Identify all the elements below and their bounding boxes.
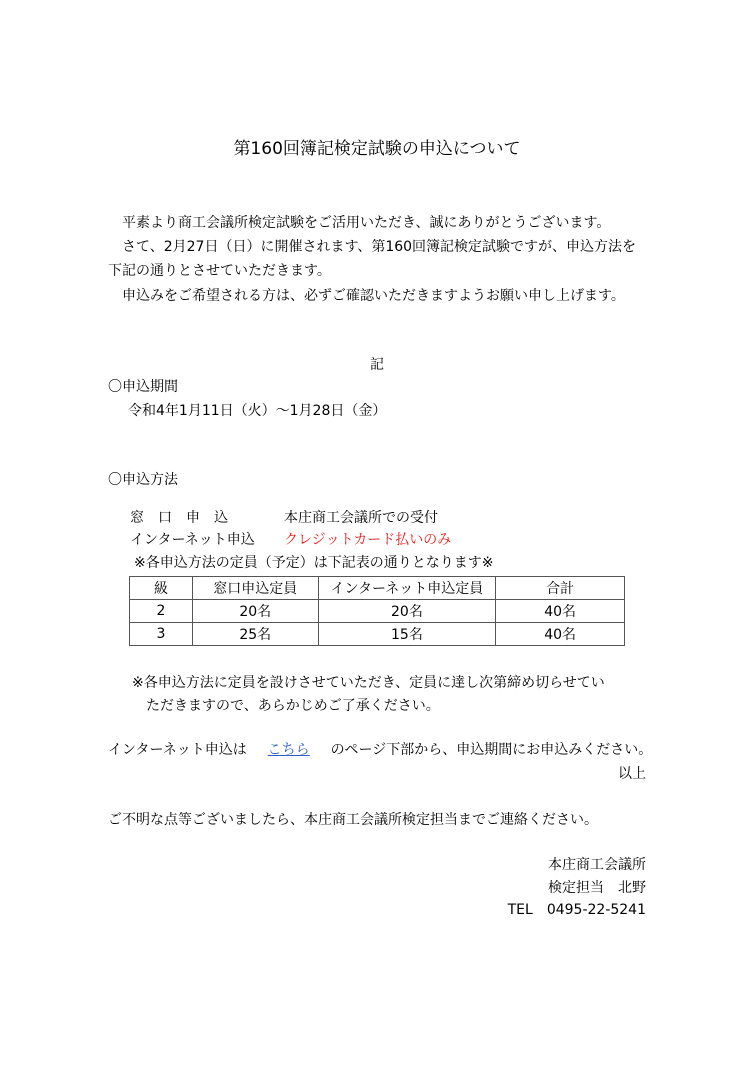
cell-total: 40名 bbox=[496, 623, 625, 646]
ki-heading: 記 bbox=[370, 357, 384, 373]
cell-window-quota: 20名 bbox=[192, 600, 318, 623]
cell-internet-quota: 20名 bbox=[318, 600, 496, 623]
window-method-label: 窓 口 申 込 bbox=[130, 510, 228, 526]
cell-grade: 3 bbox=[130, 623, 193, 646]
table-row bbox=[130, 600, 625, 623]
signature-person: 検定担当 北野 bbox=[548, 880, 646, 896]
internet-instruction-prefix: インターネット申込は bbox=[108, 742, 247, 758]
cell-total: 40名 bbox=[496, 600, 625, 623]
header-total: 合計 bbox=[496, 577, 625, 600]
signature-tel: TEL 0495-22-5241 bbox=[507, 902, 646, 918]
contact-text: ご不明な点等ございましたら、本庄商工会議所検定担当までご連絡ください。 bbox=[108, 812, 598, 828]
header-internet-quota: インターネット申込定員 bbox=[318, 577, 496, 600]
intro-line-3: 下記の通りとさせていただきます。 bbox=[108, 263, 331, 279]
intro-line-2: さて、2月27日（日）に開催されます、第160回簿記検定試験ですが、申込方法を bbox=[122, 239, 637, 255]
table-row bbox=[130, 623, 625, 646]
internet-instruction bbox=[108, 743, 652, 757]
method-heading: 〇申込方法 bbox=[108, 472, 178, 488]
internet-apply-link[interactable]: こちら bbox=[267, 742, 310, 758]
period-value: 令和4年1月11日（火）～1月28日（金） bbox=[128, 403, 387, 419]
intro-line-1: 平素より商工会議所検定試験をご活用いただき、誠にありがとうございます。 bbox=[122, 215, 611, 231]
quota-table bbox=[129, 576, 625, 646]
period-heading: 〇申込期間 bbox=[108, 379, 178, 395]
internet-instruction-suffix: のページ下部から、申込期間にお申込みください。 bbox=[330, 742, 653, 758]
header-window-quota: 窓口申込定員 bbox=[192, 577, 318, 600]
notice-line-1: ※各申込方法に定員を設けさせていただき、定員に達し次第締め切らせてい bbox=[132, 675, 605, 691]
internet-method-label: インターネット申込 bbox=[130, 532, 255, 548]
window-method-value: 本庄商工会議所での受付 bbox=[284, 510, 438, 526]
signature-org: 本庄商工会議所 bbox=[548, 857, 646, 873]
cell-grade: 2 bbox=[130, 600, 193, 623]
ijo-closing: 以上 bbox=[618, 766, 646, 782]
table-header-row bbox=[130, 577, 625, 600]
notice-line-2: ただきますので、あらかじめご了承ください。 bbox=[146, 698, 440, 714]
quota-note: ※各申込方法の定員（予定）は下記表の通りとなります※ bbox=[134, 555, 494, 571]
page-title: 第160回簿記検定試験の申込について bbox=[233, 139, 521, 159]
intro-line-4: 申込みをご希望される方は、必ずご確認いただきますようお願い申し上げます。 bbox=[122, 288, 625, 304]
header-grade: 級 bbox=[130, 577, 193, 600]
internet-method-value: クレジットカード払いのみ bbox=[284, 532, 452, 548]
cell-internet-quota: 15名 bbox=[318, 623, 496, 646]
cell-window-quota: 25名 bbox=[192, 623, 318, 646]
